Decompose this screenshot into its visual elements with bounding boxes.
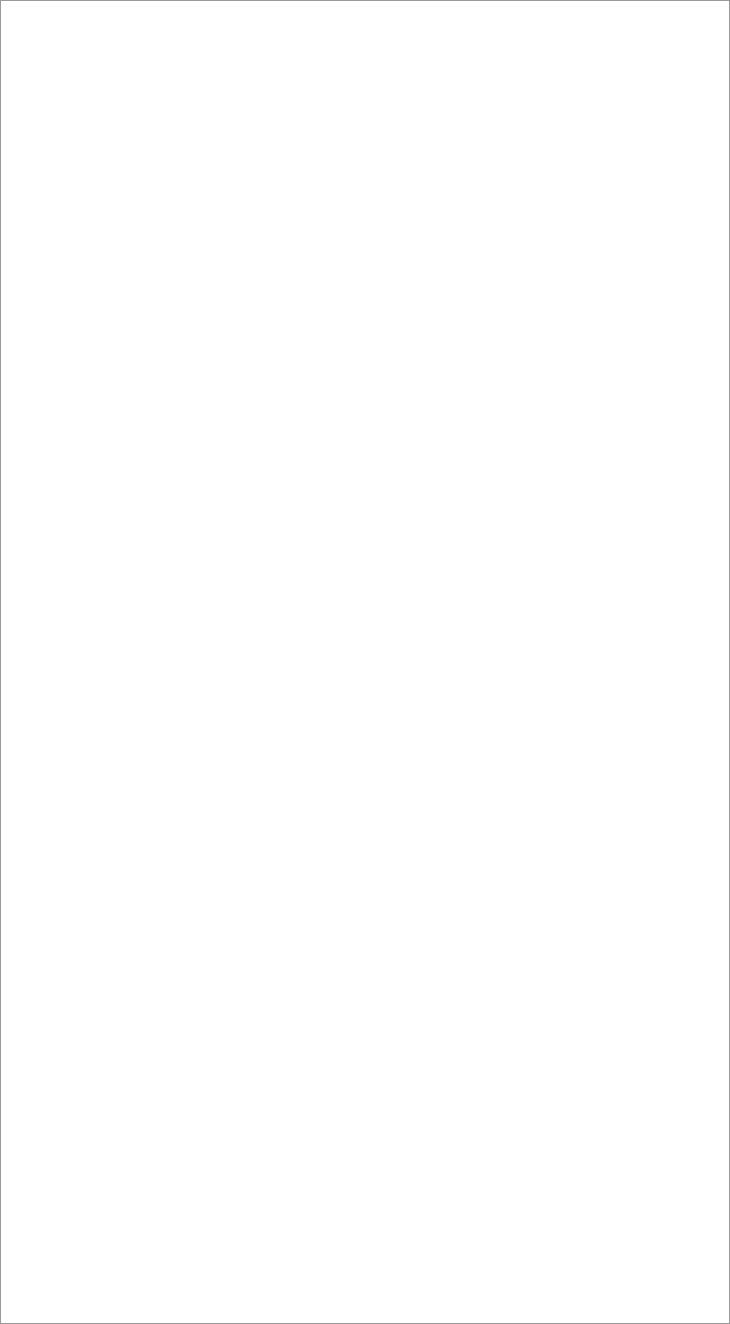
table-header	[10, 58, 720, 78]
